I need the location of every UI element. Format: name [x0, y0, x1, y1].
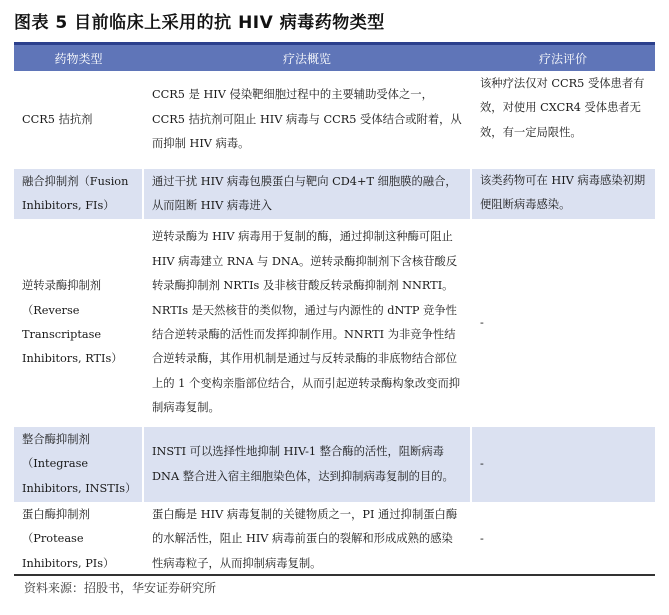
bottom-rule — [14, 574, 655, 576]
overview-cell: 通过干扰 HIV 病毒包膜蛋白与靶向 CD4+T 细胞膜的融合，从而阻断 HIV 病毒进入 — [143, 169, 471, 219]
drug-type-table — [14, 45, 655, 577]
table-title: 图表 5 目前临床上采用的抗 HIV 病毒药物类型 — [14, 13, 385, 33]
table-row — [14, 427, 655, 502]
overview-cell: CCR5 是 HIV 侵染靶细胞过程中的主要辅助受体之一，CCR5 拮抗剂可阻止 HIV 病毒与 CCR5 受体结合或附着，从而抑制 HIV 病毒。 — [143, 71, 471, 169]
table-row — [14, 71, 655, 169]
overview-cell: 蛋白酶是 HIV 病毒复制的关键物质之一，PI 通过抑制蛋白酶的水解活性，阻止 HIV 病毒前蛋白的裂解和形成成熟的感染性病毒粒子，从而抑制病毒复制。 — [143, 502, 471, 577]
drug-type-cell: CCR5 拮抗剂 — [14, 71, 143, 169]
evaluation-cell: 该类药物可在 HIV 病毒感染初期便阻断病毒感染。 — [471, 169, 655, 219]
drug-type-cell: 蛋白酶抑制剂（Protease Inhibitors, PIs） — [14, 502, 143, 577]
header-overview: 疗法概览 — [143, 45, 471, 71]
header-drug-type: 药物类型 — [14, 45, 143, 71]
drug-type-cell: 融合抑制剂（Fusion Inhibitors, FIs） — [14, 169, 143, 219]
overview-cell: 逆转录酶为 HIV 病毒用于复制的酶，通过抑制这种酶可阻止 HIV 病毒建立 RNA 与 DNA。逆转录酶抑制剂下含核苷酸反转录酶抑制剂 NRTIs 及非核苷酸反转录酶抑制剂 NNRTI。NRTIs 是天然核苷的类似物，通过与内源性的 dNTP 竞争性结合逆转录酶的活性而发挥抑制作用。NNRTI 为非竞争性结合逆转录酶，其作用机制是通过与反转录酶的非底物结合部位上的 1 个变构亲脂部位结合，从而引起逆转录酶构象改变而抑制病毒复制。 — [143, 219, 471, 427]
table-row — [14, 219, 655, 427]
overview-cell: INSTI 可以选择性地抑制 HIV-1 整合酶的活性，阻断病毒 DNA 整合进入宿主细胞染色体，达到抑制病毒复制的目的。 — [143, 427, 471, 502]
header-evaluation: 疗法评价 — [471, 45, 655, 71]
drug-type-cell: 逆转录酶抑制剂（Reverse Transcriptase Inhibitors, RTIs） — [14, 219, 143, 427]
table-row — [14, 169, 655, 219]
drug-type-cell: 整合酶抑制剂（Integrase Inhibitors, INSTIs） — [14, 427, 143, 502]
evaluation-cell: - — [480, 315, 484, 329]
evaluation-cell: - — [480, 532, 484, 546]
evaluation-cell: 该种疗法仅对 CCR5 受体患者有效，对使用 CXCR4 受体患者无效，有一定局限性。 — [480, 77, 645, 139]
source-note: 资料来源：招股书，华安证券研究所 — [24, 581, 217, 595]
table-row — [14, 502, 655, 577]
header-row — [14, 45, 655, 71]
evaluation-cell: - — [471, 427, 655, 502]
